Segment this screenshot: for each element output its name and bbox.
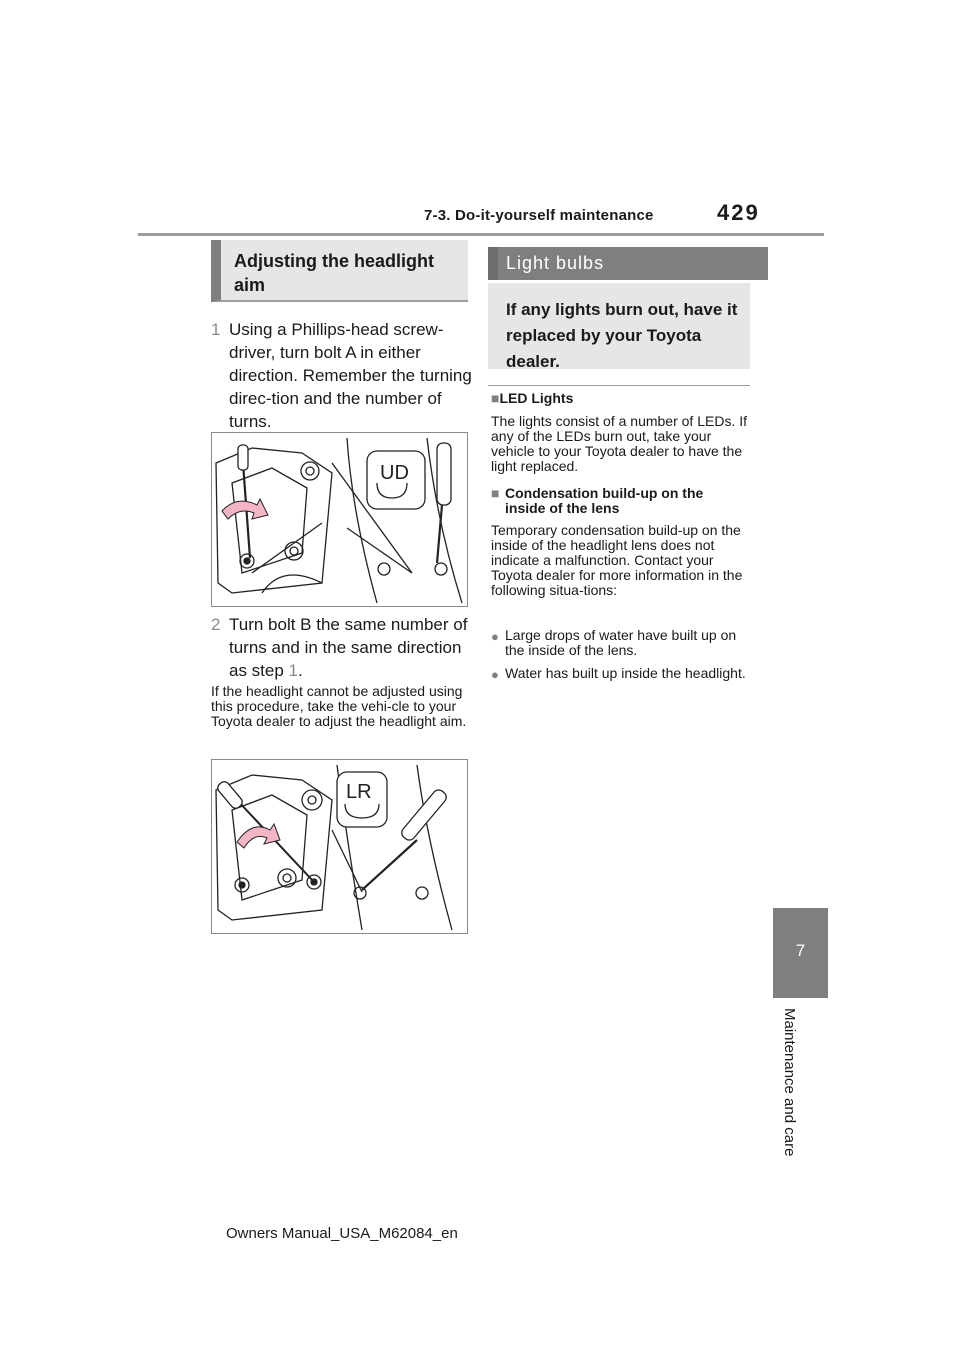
led-title: LED Lights bbox=[499, 390, 574, 406]
section-heading-light-bulbs: Light bulbs bbox=[488, 247, 768, 280]
chapter-tab: 7 bbox=[773, 908, 828, 998]
figure-ud-adjust bbox=[211, 432, 468, 607]
headlight-ud-illustration bbox=[212, 433, 467, 606]
step-text-main: Turn bolt B the same number of turns and in the same direction as step bbox=[229, 615, 468, 680]
square-bullet: ■ bbox=[491, 485, 500, 501]
round-bullet: ● bbox=[491, 667, 499, 682]
section-title: 7-3. Do-it-yourself maintenance bbox=[424, 207, 654, 224]
round-bullet: ● bbox=[491, 629, 499, 644]
bullet-item bbox=[491, 666, 753, 698]
bullet-text: Water has built up inside the headlight. bbox=[505, 665, 746, 681]
step-reference: 1 bbox=[288, 661, 299, 680]
step-text bbox=[229, 613, 479, 682]
section-divider bbox=[488, 385, 750, 386]
step-text: Using a Phillips-head screw-driver, turn bolt A in either direction. Remember the turning direc-tion and the number of turns. bbox=[229, 320, 472, 431]
bulb-replacement-callout: If any lights burn out, have it replaced by your Toyota dealer. bbox=[488, 283, 750, 369]
condensation-text: Temporary condensation build-up on the inside of the headlight lens does not indicate a malfunction. Contact your Toyota dealer for more information in the following situa-tions: bbox=[491, 522, 743, 598]
condensation-title: Condensation build-up on the inside of the lens bbox=[505, 485, 704, 516]
bullet-item bbox=[491, 628, 753, 660]
step-text-end: . bbox=[298, 661, 303, 680]
step-number: 1 bbox=[211, 320, 221, 339]
footer-manual-id: Owners Manual_USA_M62084_en bbox=[226, 1225, 458, 1242]
chapter-label bbox=[776, 1008, 806, 1238]
adjust-note: If the headlight cannot be adjusted using this procedure, take the vehi-cle to your Toyota dealer to adjust the headlight aim. bbox=[211, 683, 467, 729]
square-bullet: ■ bbox=[491, 390, 500, 406]
lr-label: LR bbox=[346, 781, 372, 803]
led-lights-heading bbox=[491, 391, 753, 406]
ud-label: UD bbox=[380, 462, 409, 484]
figure-lr-adjust bbox=[211, 759, 468, 934]
step-number: 2 bbox=[211, 615, 221, 634]
page-number: 429 bbox=[717, 200, 760, 225]
section-heading-headlight-aim: Adjusting the headlight aim bbox=[211, 240, 468, 302]
step-2 bbox=[211, 613, 479, 685]
headlight-lr-illustration bbox=[212, 760, 467, 933]
led-lights-text: The lights consist of a number of LEDs. If any of the LEDs burn out, take your vehicle to your Toyota dealer to have the light replaced. bbox=[491, 413, 748, 474]
step-1 bbox=[211, 318, 479, 431]
bullet-text: Large drops of water have built up on the inside of the lens. bbox=[505, 627, 737, 658]
chapter-label-text: Maintenance and care bbox=[781, 1008, 798, 1157]
header-divider bbox=[138, 233, 824, 236]
